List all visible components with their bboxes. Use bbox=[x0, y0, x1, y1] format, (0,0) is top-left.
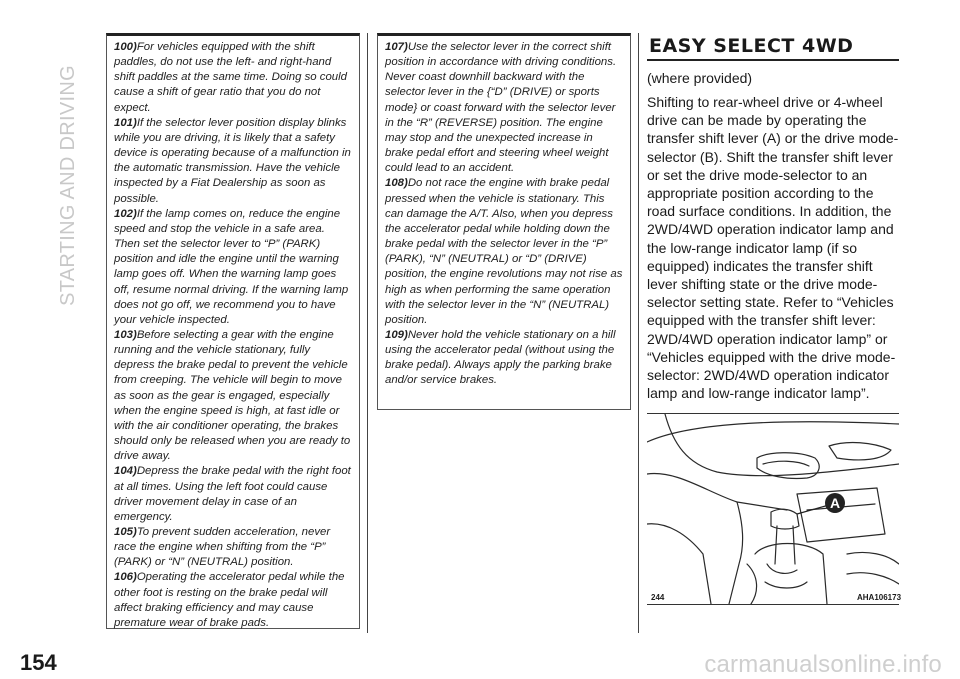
page-number: 154 bbox=[20, 650, 57, 675]
transfer-lever-illustration bbox=[647, 414, 902, 604]
warning-box-middle bbox=[377, 33, 631, 410]
figure-number: 244 bbox=[651, 593, 665, 602]
warning-item: 105)To prevent sudden acceleration, never race the engine when shifting from the “P” (PARK) or “N” (NEUTRAL) position. bbox=[114, 526, 331, 569]
warning-item: 100)For vehicles equipped with the shift paddles, do not use the left- and right-hand shift paddles at the same time. Doing so could cause a shift of gear ratio that you do not expect. bbox=[114, 41, 348, 114]
warning-item: 103)Before selecting a gear with the engine running and the vehicle stationary, fully depress the brake pedal to prevent the vehicle from creeping. The vehicle will begin to move as soon as the gear is engaged, especially when the engine speed is high, at fast idle or with the air conditioner operating, the brakes should only be released when you are ready to drive away. bbox=[114, 328, 351, 463]
warning-item: 102)If the lamp comes on, reduce the engine speed and stop the vehicle in a safe area. Then set the selector lever to “P” (PARK) position and idle the engine until the warning lamp goes off. When the warning lamp goes off, resume normal driving. If the warning lamp does not go off, we recommend you to have your vehicle inspected. bbox=[114, 207, 349, 326]
warning-item: 104)Depress the brake pedal with the right foot at all times. Using the left foot could cause driver movement delay in case of an emergency. bbox=[114, 465, 351, 523]
figure-transfer-lever bbox=[647, 413, 902, 605]
watermark: carmanualsonline.info bbox=[704, 651, 942, 678]
warning-item: 106)Operating the accelerator pedal while the other foot is resting on the brake pedal will affect braking efficiency and may cause premature wear of brake pads. bbox=[114, 571, 345, 629]
side-section-title: STARTING AND DRIVING bbox=[56, 64, 79, 306]
warning-item: 101)If the selector lever position display blinks while you are driving, it is likely that a safety device is operating because of a malfunction in the automatic transmission. Have the vehicle inspected by a Fiat Dealership as soon as possible. bbox=[114, 116, 351, 205]
warning-box-left bbox=[106, 33, 360, 629]
warning-item: 107)Use the selector lever in the correct shift position in accordance with driving conditions. Never coast downhill backward with the selector lever in the {“D” (DRIVE) or sports mode} or coast forward with the selector lever in the “R” (REVERSE) position. The engine may stop and the unexpected increase in brake pedal effort and steering wheel weight could lead to an accident. bbox=[385, 41, 617, 175]
section-body: Shifting to rear-wheel drive or 4-wheel drive can be made by operating the transfer shift lever (A) or the drive mode-selector (B). Shift the transfer shift lever or set the drive mode-selector to an appropriate position according to the road surface conditions. In addition, the 2WD/4WD operation indicator lamp and the low-range indicator lamp (if so equipped) indicates the transfer shift lever shifting state or the drive mode-selector setting state. Refer to “Vehicles equipped with the transfer shift lever: 2WD/4WD operation indicator lamp” or “Vehicles equipped with the drive mode-selector: 2WD/4WD operation indicator lamp and low-range indicator lamp”. bbox=[647, 94, 899, 402]
callout-label: A bbox=[829, 495, 841, 511]
warning-item: 108)Do not race the engine with brake pedal pressed when the vehicle is stationary. This can damage the A/T. Also, when you depress the accelerator pedal while holding down the brake pedal with the selector lever in the “P” (PARK), “N” (NEUTRAL) or “D” (DRIVE) position, the engine revolutions may not rise as high as when performing the same operation with the selector lever in the “N” (NEUTRAL) position. bbox=[385, 177, 623, 326]
section-subtitle: (where provided) bbox=[647, 70, 753, 86]
easy-select-4wd-section bbox=[647, 33, 899, 402]
figure-code: AHA106173 bbox=[857, 593, 902, 602]
column-divider bbox=[638, 33, 639, 633]
section-title: EASY SELECT 4WD bbox=[647, 33, 899, 61]
callout-line bbox=[797, 505, 829, 514]
column-divider bbox=[367, 33, 368, 633]
warning-item: 109)Never hold the vehicle stationary on a hill using the accelerator pedal (without using the brake pedal). Always apply the parking brake and/or service brakes. bbox=[385, 328, 616, 387]
